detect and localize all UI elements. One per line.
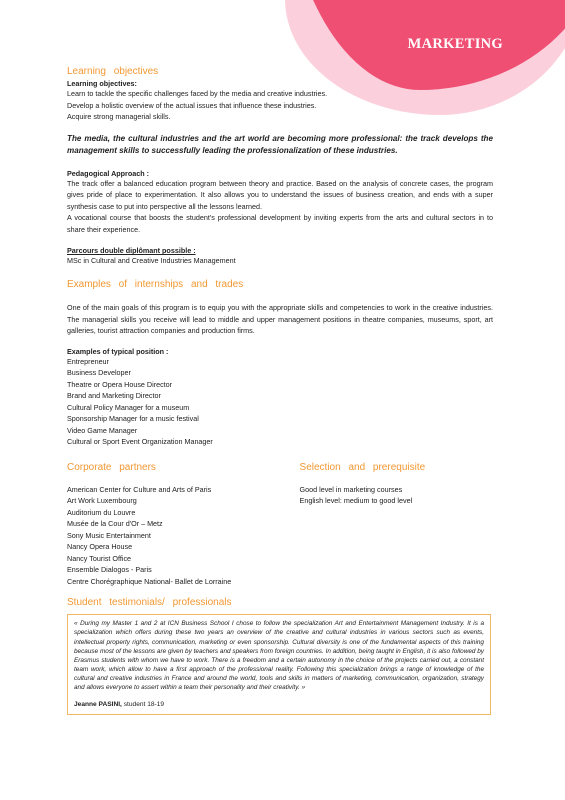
positions-heading: Examples of typical position : [67,346,169,356]
selection-list [300,484,493,507]
partners-column [67,462,254,588]
testimonials-heading: Student testimonials/ professionals [67,597,232,609]
internships-paragraph: One of the main goals of this program is to equip you with the appropriate skills and competencies to work in the creative industries. The managerial skills you receive will lead to middle and upper management positions in theatre companies, museums, sport, art galleries, tourist attraction companies and production firms. [67,303,493,336]
partner-item: Ensemble Dialogos - Paris [67,565,152,575]
parcours-value: MSc in Cultural and Creative Industries Management [67,256,236,266]
learning-objectives-list [67,88,493,123]
selection-heading: Selection and prerequisite [299,461,426,473]
selection-column [300,462,493,588]
learning-line: Learn to tackle the specific challenges faced by the media and creative industries. [67,89,328,98]
selection-item: Good level in marketing courses [299,484,403,494]
learning-objectives-heading: Learning objectives [67,66,159,77]
partners-selection-row [67,462,493,588]
learning-objectives-subheading: Learning objectives: [67,79,137,88]
internships-heading: Examples of internships and trades [67,279,244,291]
partner-item: Sony Music Entertainment [67,530,151,540]
pedagogical-paragraph-1: The track offer a balanced education program between theory and practice. Based on the analysis of concrete cases, the program gives pride of place to experimentation. It also allows you to understand the issues of business creation, and ends with a super synthesis case to put into perspective all the lessons learned. [67,178,493,211]
pedagogical-heading: Pedagogical Approach : [67,168,150,178]
learning-line: Acquire strong managerial skills. [67,112,171,121]
program-statement: The media, the cultural industries and the art world are becoming more professional: the track develops the management skills to successfully leading the professionalization of these industries. [67,133,493,155]
testimonial-signature [74,701,484,708]
pedagogical-paragraph-2: A vocational course that boosts the student's professional development by inviting experts from the arts and cultural sectors in to share their experience. [67,213,493,234]
position-item: Cultural Policy Manager for a museum [67,402,190,412]
positions-list [67,356,493,448]
position-item: Theatre or Opera House Director [67,379,173,389]
position-item: Cultural or Sport Event Organization Manager [67,437,213,447]
position-item: Business Developer [67,368,131,378]
partner-item: Nancy Tourist Office [67,553,132,563]
partner-item: Nancy Opera House [67,542,133,552]
position-item: Sponsorship Manager for a music festival [67,414,199,424]
parcours-heading: Parcours double diplômant possible : [67,246,196,256]
position-item: Video Game Manager [67,425,138,435]
selection-item: English level: medium to good level [299,496,413,506]
partner-item: Art Work Luxembourg [67,496,137,506]
partners-heading: Corporate partners [67,461,156,473]
partners-list [67,484,254,588]
position-item: Entrepreneur [67,356,109,366]
testimonial-quote: « During my Master 1 and 2 at ICN Business School I chose to follow the specialization Art and Entertainment Management Industry. It is a specialization which offers during these two years an overview of the creative and cultural industries in various sectors such as events, intellectual property rights, communication, marketing or even sponsorship. Cultural diversity is one of the fundamental aspects of this training because most of the lessons are given by teachers and speakers from foreign countries. In addition, being taught in English, it is also followed by Erasmus students with whom we have to work. There is a freedom and a certain autonomy in the choice of the projects carried out, a constant team work, which allow to have a first approach of the professional reality. Following this specialization brings a range of knowledge of the cultural and creative industries in France and around the world, tools and skills in matters of marketing, communication, organization, strategy and allows everyone to assert within a team their personality and their creativity. » [74,620,484,691]
learning-line: Develop a holistic overview of the actual issues that influence these industries. [67,100,317,110]
partner-item: Centre Chorégraphique National- Ballet de Lorraine [67,576,232,586]
testimonial-box [67,614,491,715]
testimonial-role: student 18-19 [123,701,165,709]
partner-item: Auditorium du Louvre [67,507,136,517]
document-body [67,66,493,715]
brand-title: MARKETING [407,36,503,52]
partner-item: American Center for Culture and Arts of Paris [67,484,212,494]
partner-item: Musée de la Cour d'Or – Metz [67,519,163,529]
testimonial-author: Jeanne PASINI, [74,701,122,709]
position-item: Brand and Marketing Director [67,391,161,401]
